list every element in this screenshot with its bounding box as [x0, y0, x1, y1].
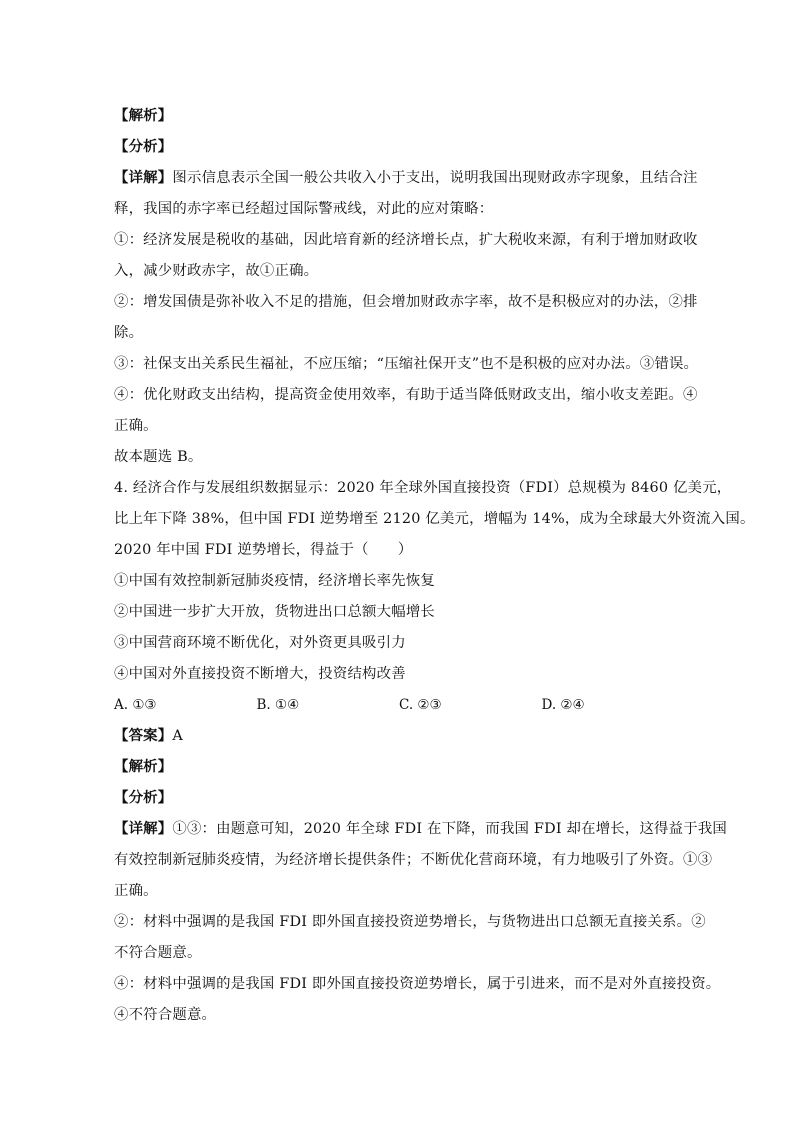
analysis-heading: [114, 101, 684, 132]
q4-statement-1: ①中国有效控制新冠肺炎疫情，经济增长率先恢复: [114, 573, 435, 589]
q3-point-3: ③：社保支出关系民生福祉，不应压缩；“压缩社保开支”也不是积极的应对办法。③错误。: [114, 356, 699, 372]
q4-option-d: D. ②④: [541, 697, 585, 713]
q3-point-2-line-2: 除。: [114, 325, 144, 341]
q3-detail-text-1: 图示信息表示全国一般公共收入小于支出，说明我国出现财政赤字现象，且结合注: [172, 170, 698, 186]
q3-point-1-line-2: 入，减少财政赤字，故①正确。: [114, 263, 319, 279]
q4-stem-line-3: 2020 年中国 FDI 逆势增长，得益于（ ）: [114, 542, 413, 558]
fenxi-heading: [114, 132, 684, 163]
q4-point-2-line-2: 不符合题意。: [114, 945, 202, 961]
q4-detail-line-2: 有效控制新冠肺炎疫情，为经济增长提供条件；不断优化营商环境，有力地吸引了外资。①③: [114, 852, 713, 868]
q3-detail-line-2: 释，我国的赤字率已经超过国际警戒线，对此的应对策略：: [114, 201, 494, 217]
q4-answer: [114, 721, 684, 752]
q4-statement-4: ④中国对外直接投资不断增大，投资结构改善: [114, 666, 406, 682]
answer-label: 【答案】: [114, 728, 173, 744]
q3-point-4-line-2: 正确。: [114, 418, 158, 434]
q4-stem-line-1: 4. 经济合作与发展组织数据显示：2020 年全球外国直接投资（FDI）总规模为 8460 亿美元，: [114, 480, 732, 496]
q4-analysis-label: 【解析】: [114, 759, 173, 775]
q4-fenxi-heading: [114, 783, 684, 814]
q4-options: [114, 690, 684, 721]
q4-point-4-line-2: ④不符合题意。: [114, 1007, 217, 1023]
q4-option-a: A. ①③: [114, 697, 157, 713]
q4-stem-line-2: 比上年下降 38%，但中国 FDI 逆势增至 2120 亿美元，增幅为 14%，成为全球最大外资流入国。: [114, 511, 755, 527]
q4-option-b: B. ①④: [256, 697, 300, 713]
q4-point-2-line-1: ②：材料中强调的是我国 FDI 即外国直接投资逆势增长，与货物进出口总额无直接关系。②: [114, 914, 706, 930]
q4-option-c: C. ②③: [399, 697, 442, 713]
q4-fenxi-label: 【分析】: [114, 790, 173, 806]
q4-statement-3: ③中国营商环境不断优化，对外资更具吸引力: [114, 635, 406, 651]
q3-conclusion: 故本题选 B。: [114, 449, 203, 465]
q4-analysis-heading: [114, 752, 684, 783]
q3-detail-line-1: [114, 163, 698, 194]
q4-detail-text-1: ①③：由题意可知，2020 年全球 FDI 在下降，而我国 FDI 却在增长，这得益于我国: [172, 821, 728, 837]
q4-detail-line-1: [114, 814, 728, 845]
analysis-label: 【解析】: [114, 108, 173, 124]
q4-point-4-line-1: ④：材料中强调的是我国 FDI 即外国直接投资逆势增长，属于引进来，而不是对外直接投资。: [114, 976, 721, 992]
detail-label: 【详解】: [114, 170, 173, 186]
q3-point-1-line-1: ①：经济发展是税收的基础，因此培育新的经济增长点，扩大税收来源，有利于增加财政收: [114, 232, 698, 248]
q3-point-4-line-1: ④：优化财政支出结构，提高资金使用效率，有助于适当降低财政支出，缩小收支差距。④: [114, 387, 698, 403]
q4-statement-2: ②中国进一步扩大开放，货物进出口总额大幅增长: [114, 604, 435, 620]
q3-point-2-line-1: ②：增发国债是弥补收入不足的措施，但会增加财政赤字率，故不是积极应对的办法，②排: [114, 294, 698, 310]
document-page: [114, 101, 755, 1031]
q4-answer-value: A: [172, 728, 183, 744]
fenxi-label: 【分析】: [114, 139, 173, 155]
q4-detail-line-3: 正确。: [114, 883, 158, 899]
q4-detail-label: 【详解】: [114, 821, 173, 837]
